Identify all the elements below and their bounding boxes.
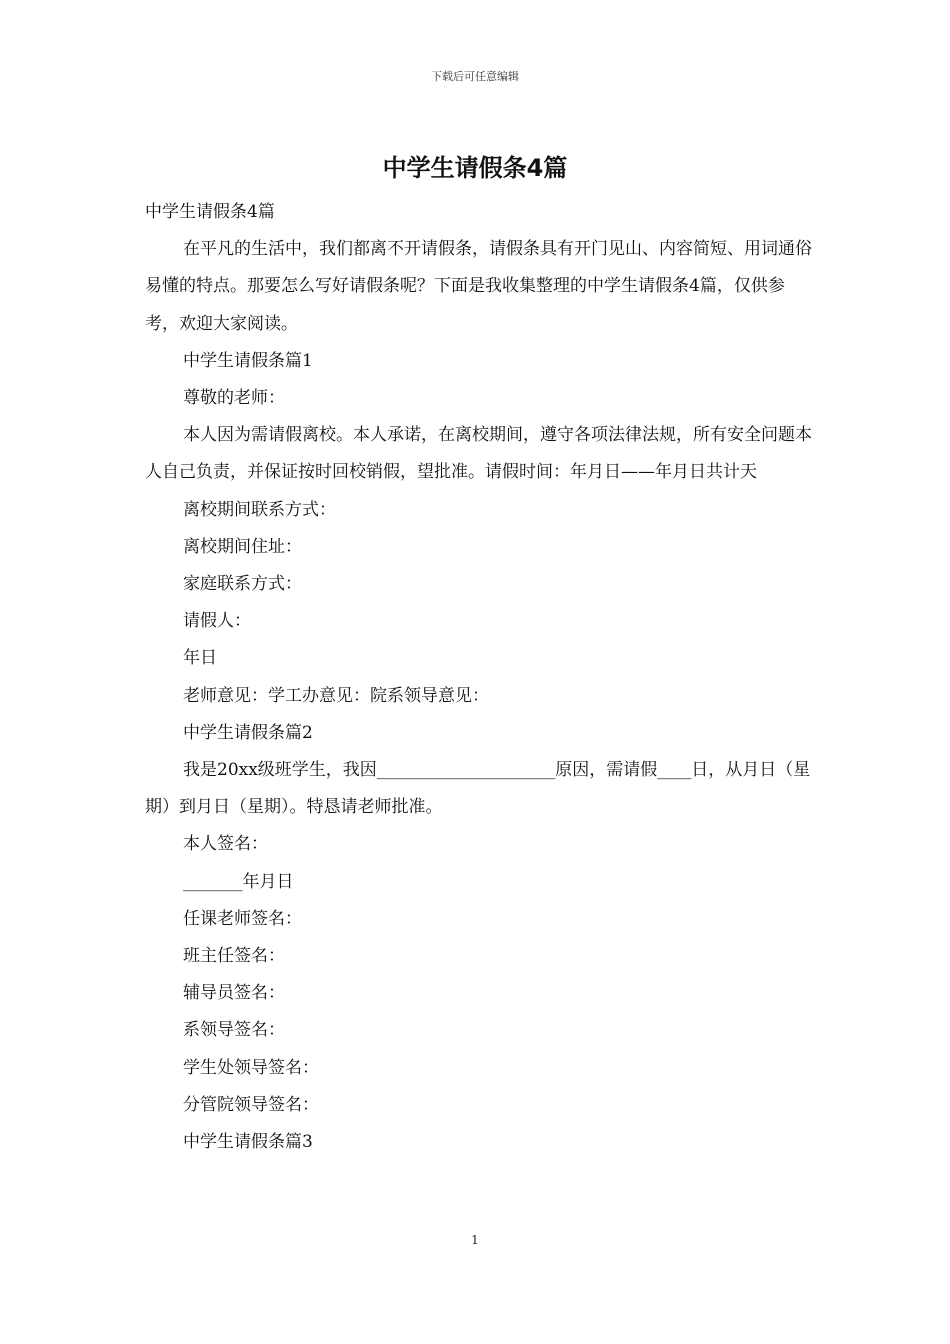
salutation: 尊敬的老师： bbox=[183, 388, 285, 409]
section-heading-1: 中学生请假条篇1 bbox=[183, 350, 313, 371]
contact-line: 离校期间联系方式： bbox=[183, 499, 336, 520]
student-affairs-signature-line: 学生处领导签名： bbox=[183, 1057, 319, 1078]
date-line: 年日 bbox=[183, 648, 217, 669]
opinions-line: 老师意见：学工办意见：院系领导意见： bbox=[183, 685, 489, 706]
document-title: 中学生请假条4篇 bbox=[382, 154, 568, 182]
section-heading-2: 中学生请假条篇2 bbox=[183, 722, 313, 743]
subtitle-line: 中学生请假条4篇 bbox=[145, 202, 275, 222]
address-line: 离校期间住址： bbox=[183, 536, 302, 557]
header-note: 下载后可任意编辑 bbox=[431, 70, 519, 83]
page-number: 1 bbox=[471, 1233, 479, 1247]
requester-line: 请假人： bbox=[183, 611, 251, 632]
class-teacher-signature-line: 班主任签名： bbox=[183, 946, 285, 967]
family-contact-line: 家庭联系方式： bbox=[183, 574, 302, 595]
section-heading-3: 中学生请假条篇3 bbox=[183, 1132, 313, 1153]
document-body bbox=[145, 194, 813, 1161]
signature-line: 本人签名： bbox=[183, 834, 268, 855]
intro-paragraph: 在平凡的生活中，我们都离不开请假条，请假条具有开门见山、内容简短、用词通俗易懂的特点。那要怎么写好请假条呢？下面是我收集整理的中学生请假条4篇，仅供参考，欢迎大家阅读。 bbox=[145, 239, 812, 334]
department-signature-line: 系领导签名： bbox=[183, 1020, 285, 1041]
body-paragraph: 我是20xx级班学生，我因_____________________原因，需请假____日，从月日（星期）到月日（星期）。特恳请老师批准。 bbox=[145, 760, 811, 818]
date-line: _______年月日 bbox=[183, 871, 294, 892]
teacher-signature-line: 任课老师签名： bbox=[183, 908, 302, 929]
college-leader-signature-line: 分管院领导签名： bbox=[183, 1094, 319, 1115]
body-paragraph: 本人因为需请假离校。本人承诺，在离校期间，遵守各项法律法规，所有安全问题本人自己负责，并保证按时回校销假，望批准。请假时间：年月日——年月日共计天 bbox=[145, 425, 812, 483]
counselor-signature-line: 辅导员签名： bbox=[183, 983, 285, 1004]
